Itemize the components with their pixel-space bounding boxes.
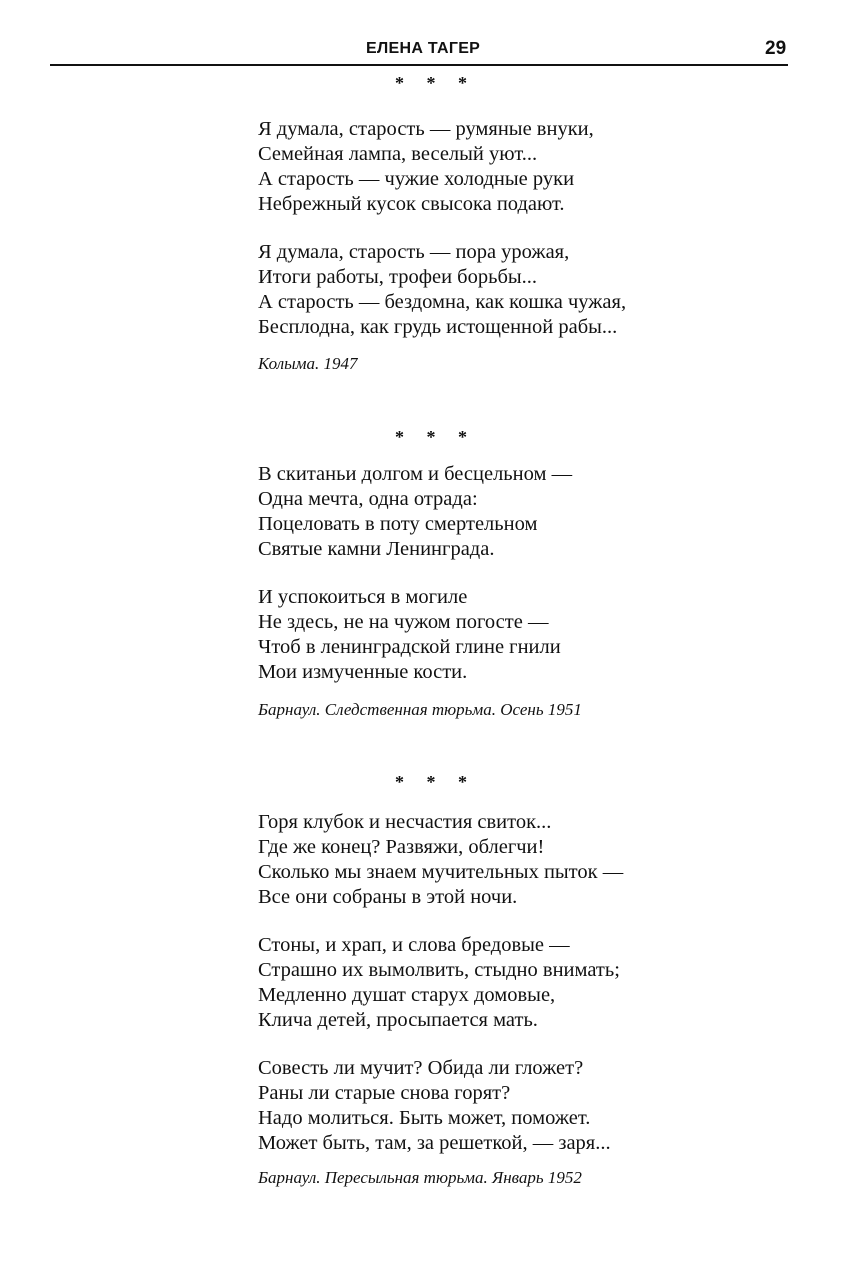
verse-line: Одна мечта, одна отрада: [258,488,478,510]
verse-line: Надо молиться. Быть может, поможет. [258,1107,591,1129]
verse-line: Может быть, там, за решеткой, — заря... [258,1132,611,1154]
verse-line: И успокоиться в могиле [258,586,468,608]
verse-line: Где же конец? Развяжи, облегчи! [258,836,545,858]
verse-line: Страшно их вымолвить, стыдно внимать; [258,959,620,981]
verse-line: А старость — чужие холодные руки [258,168,575,190]
stanza [258,462,778,562]
verse-line: Я думала, старость — пора урожая, [258,241,570,263]
verse-line: Бесплодна, как грудь истощенной рабы... [258,316,618,338]
page-number: 29 [765,38,787,59]
place-date: Колыма. 1947 [258,354,358,373]
stanza [258,933,778,1033]
poem-2 [258,462,778,685]
verse-line: Святые камни Ленинграда. [258,538,495,560]
poem-3 [258,810,778,1156]
verse-line: Сколько мы знаем мучительных пыток — [258,861,624,883]
place-date: Барнаул. Следственная тюрьма. Осень 1951 [258,700,582,719]
verse-line: Все они собраны в этой ночи. [258,886,518,908]
stanza [258,585,778,685]
poem-1 [258,117,778,340]
verse-line: Медленно душат старух домовые, [258,984,556,1006]
verse-line: Я думала, старость — румяные внуки, [258,118,594,140]
verse-line: В скитаньи долгом и бесцельном — [258,463,573,485]
verse-line: Раны ли старые снова горят? [258,1082,511,1104]
stanza [258,1056,778,1156]
poem-separator: * * * [395,772,476,792]
stanza [258,240,778,340]
header-rule [50,64,788,66]
verse-line: А старость — бездомна, как кошка чужая, [258,291,627,313]
verse-line: Горя клубок и несчастия свиток... [258,811,552,833]
place-date: Барнаул. Пересыльная тюрьма. Январь 1952 [258,1168,582,1187]
verse-line: Небрежный кусок свысока подают. [258,193,565,215]
verse-line: Итоги работы, трофеи борьбы... [258,266,538,288]
poem-separator: * * * [395,427,476,447]
stanza [258,117,778,217]
stanza [258,810,778,910]
author-name: ЕЛЕНА ТАГЕР [366,40,481,57]
poem-separator: * * * [395,73,476,93]
verse-line: Совесть ли мучит? Обида ли гложет? [258,1057,584,1079]
verse-line: Поцеловать в поту смертельном [258,513,538,535]
verse-line: Чтоб в ленинградской глине гнили [258,636,561,658]
verse-line: Мои измученные кости. [258,661,468,683]
verse-line: Семейная лампа, веселый уют... [258,143,538,165]
verse-line: Клича детей, просыпается мать. [258,1009,538,1031]
running-head [0,0,851,70]
verse-line: Не здесь, не на чужом погосте — [258,611,549,633]
verse-line: Стоны, и храп, и слова бредовые — [258,934,570,956]
